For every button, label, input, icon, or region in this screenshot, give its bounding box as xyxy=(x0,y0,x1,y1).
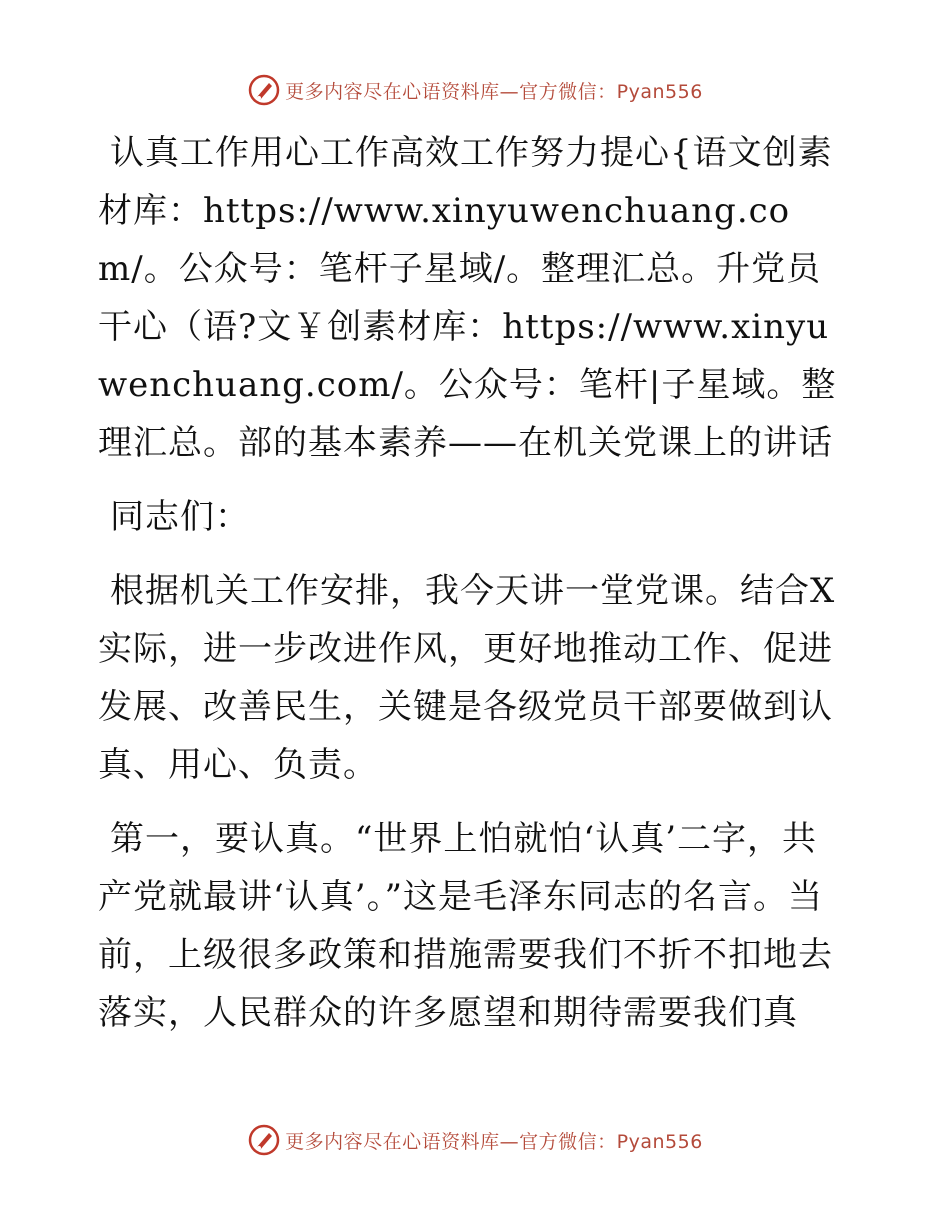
paragraph-title: 认真工作用心工作高效工作努力提心{语文创素材库：https://www.xinyuwenchuang.com/。公众号：笔杆子星域/。整理汇总。升党员干心（语?文￥创素材库：https://www.xinyuwenchuang.com/。公众号：笔杆|子星域。整理汇总。部的基本素养——在机关党课上的讲话 xyxy=(98,133,837,463)
footer-banner xyxy=(0,1120,950,1160)
document-body xyxy=(98,124,850,1058)
paragraph-point-one: 第一，要认真。“世界上怕就怕‘认真’二字，共产党就最讲‘认真’。”这是毛泽东同志的名言。当前，上级很多政策和措施需要我们不折不扣地去落实，人民群众的许多愿望和期待需要我们真 xyxy=(98,819,833,1033)
pen-nib-logo-icon xyxy=(247,73,281,107)
pen-nib-logo-icon xyxy=(247,1123,281,1157)
header-banner-text: 更多内容尽在心语资料库—官方微信：Pyan556 xyxy=(285,80,703,103)
footer-banner-text: 更多内容尽在心语资料库—官方微信：Pyan556 xyxy=(285,1130,703,1153)
paragraph-salutation: 同志们： xyxy=(110,497,250,537)
paragraph-intro: 根据机关工作安排，我今天讲一堂党课。结合X实际，进一步改进作风，更好地推动工作、促进发展、改善民生，关键是各级党员干部要做到认真、用心、负责。 xyxy=(98,571,836,785)
header-banner xyxy=(0,70,950,110)
